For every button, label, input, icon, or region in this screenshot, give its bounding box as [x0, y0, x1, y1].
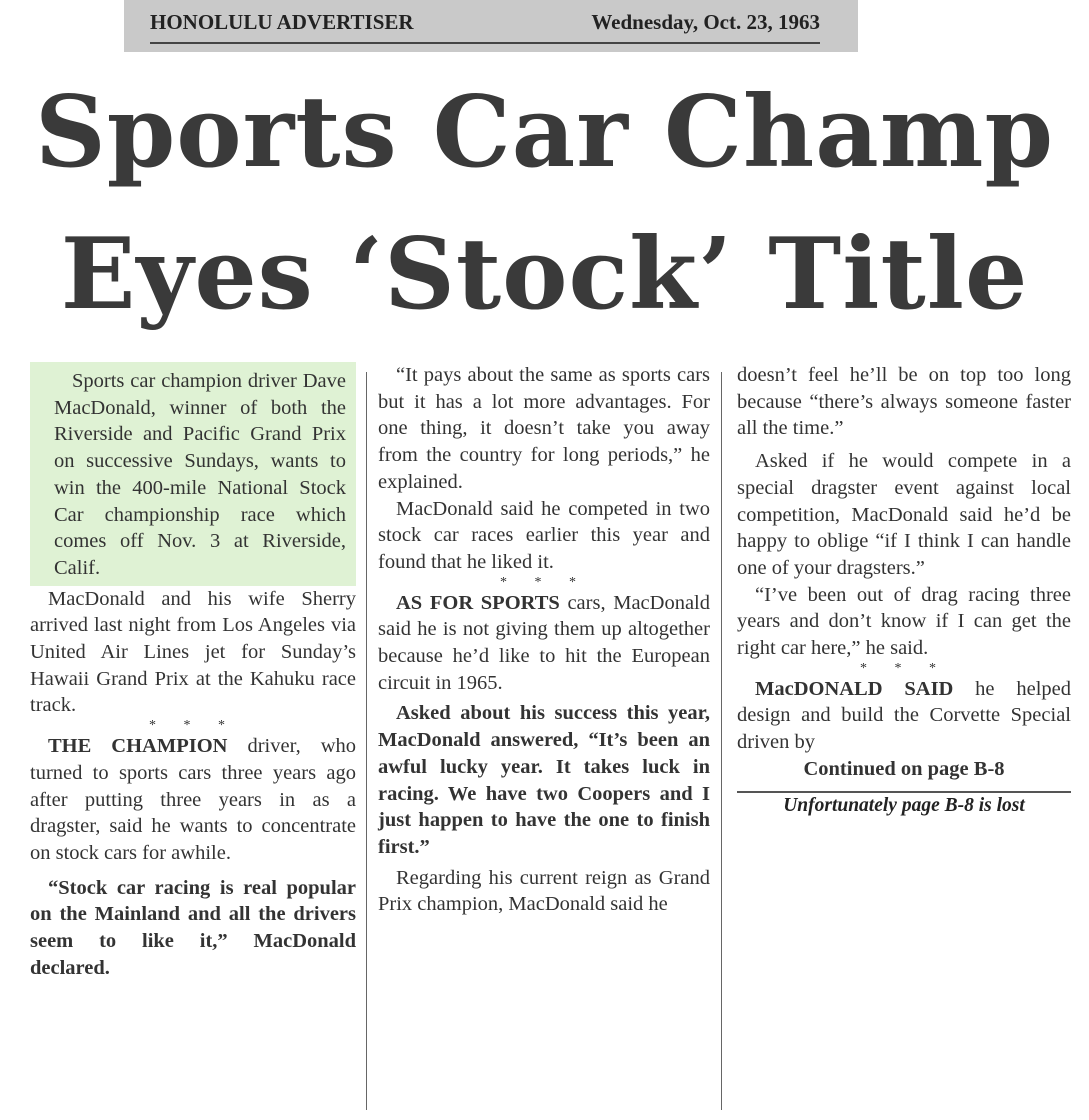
masthead [150, 2, 820, 44]
paragraph-text: driver, who turned to sports cars three years ago after putting three years in as a dragster, said he wants to concentrate on stock cars for awhile. [30, 735, 356, 864]
section-break-stars: * * * [860, 660, 948, 676]
run-in-heading: THE CHAMPION [48, 735, 228, 758]
issue-date: Wednesday, Oct. 23, 1963 [591, 9, 820, 34]
run-in-heading: MacDONALD SAID [755, 677, 954, 700]
article-column-3 [737, 362, 1071, 1112]
paragraph: MacDonald and his wife Sherry arrived last night from Los Angeles via United Air Lines jet for Sunday’s Hawaii Grand Prix at the Kahuku race track. [30, 587, 356, 717]
paragraph-text: cars, MacDonald said he is not giving them up altogether because he’d like to hit the European circuit in 1965. [378, 591, 710, 694]
paragraph: “It pays about the same as sports cars but it has a lot more advantages. For one thing, it doesn’t take you away from the country for long periods,” he explained. [378, 364, 710, 493]
paragraph: Asked if he would compete in a special dragster event against local competition, MacDonald said he’d be happy to oblige “if I think I can handle one of your dragsters.” [737, 450, 1071, 579]
article-column-2 [378, 362, 710, 1112]
bold-quote: Asked about his success this year, MacDonald answered, “It’s been an awful lucky year. It takes luck in racing. We have two Coopers and I just happen to have the one to finish first.” [378, 702, 710, 858]
paragraph: MacDonald said he competed in two stock car races earlier this year and found that he liked it. [378, 497, 710, 573]
continued-notice: Continued on page B-8 [737, 756, 1071, 793]
article-column-1 [30, 362, 356, 1112]
column-rule-2 [721, 372, 722, 1110]
paragraph-text: he helped design and build the Corvette Special driven by [737, 677, 1071, 754]
paragraph: “I’ve been out of drag racing three years and don’t know if I can get the right car here,” he said. [737, 583, 1071, 660]
run-in-heading: AS FOR SPORTS [396, 591, 560, 614]
section-break-stars: * * * [149, 718, 237, 734]
paragraph: Regarding his current reign as Grand Prix champion, MacDonald said he [378, 866, 710, 916]
bold-quote: “Stock car racing is real popular on the Mainland and all the drivers seem to like it,” MacDonald declared. [30, 876, 356, 979]
missing-page-note: Unfortunately page B-8 is lost [783, 794, 1025, 816]
column-rule-1 [366, 372, 367, 1110]
headline-line-2: Eyes ‘Stock’ Title [60, 217, 1029, 332]
headline-line-1: Sports Car Champ [34, 75, 1055, 190]
paragraph [30, 733, 356, 867]
paragraph [378, 590, 710, 697]
newspaper-name: HONOLULU ADVERTISER [150, 9, 414, 34]
paragraph [737, 676, 1071, 756]
section-break-stars: * * * [500, 574, 588, 590]
paragraph: doesn’t feel he’ll be on top too long because “there’s always someone faster all the time.” [737, 364, 1071, 440]
lead-paragraph: Sports car champion driver Dave MacDonald, winner of both the Riverside and Pacific Grand Prix on successive Sundays, wants to win the 400-mile National Stock Car championship race which comes off Nov. 3 at Riverside, Calif. [30, 362, 356, 586]
